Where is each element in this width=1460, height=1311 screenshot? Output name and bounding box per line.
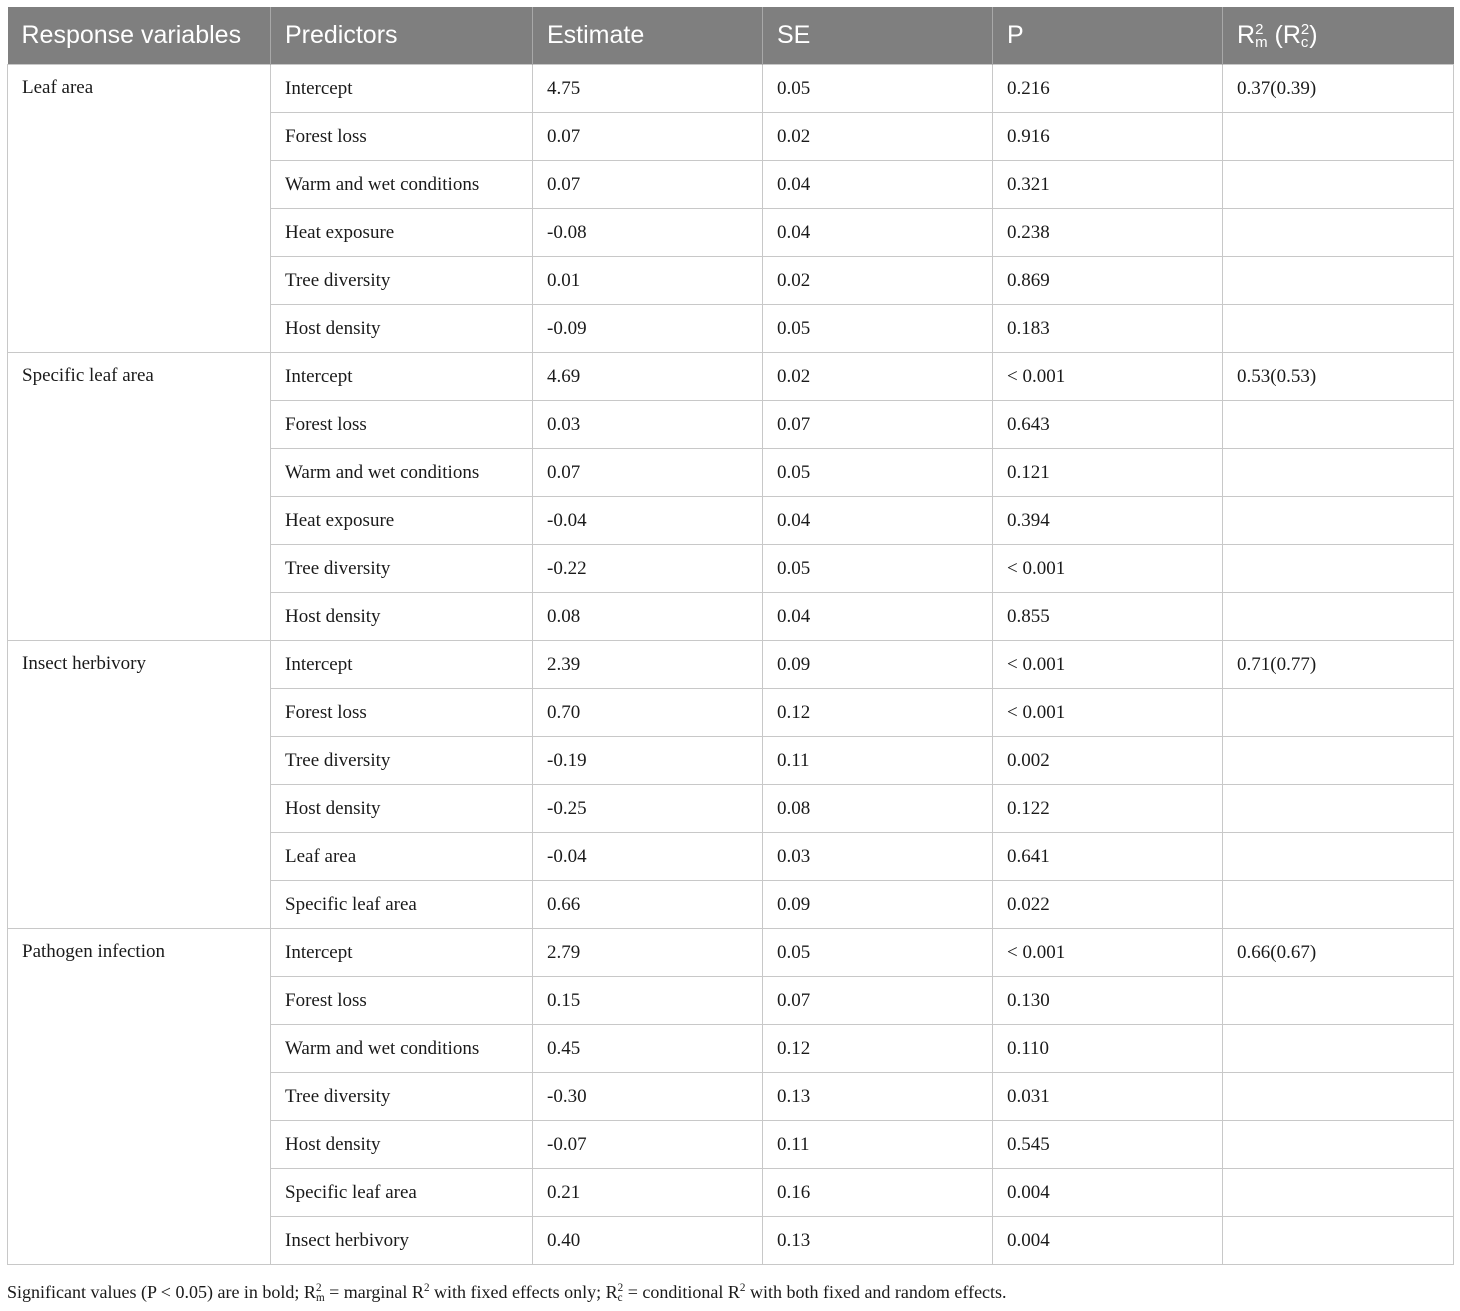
estimate-cell: 2.79	[533, 929, 763, 977]
predictor-cell: Intercept	[271, 353, 533, 401]
estimate-cell: 0.07	[533, 449, 763, 497]
r2-cell: 0.71(0.77)	[1223, 641, 1454, 689]
predictor-cell: Specific leaf area	[271, 1169, 533, 1217]
predictor-cell: Warm and wet conditions	[271, 161, 533, 209]
header-response: Response variables	[8, 7, 271, 65]
predictor-cell: Specific leaf area	[271, 881, 533, 929]
se-cell: 0.05	[763, 65, 993, 113]
se-cell: 0.05	[763, 305, 993, 353]
response-variable-cell: Specific leaf area	[8, 353, 271, 641]
predictor-cell: Host density	[271, 785, 533, 833]
predictor-cell: Tree diversity	[271, 545, 533, 593]
p-value-cell: 0.545	[993, 1121, 1223, 1169]
r2-empty-cell	[1223, 593, 1454, 641]
se-cell: 0.04	[763, 593, 993, 641]
se-cell: 0.05	[763, 449, 993, 497]
r2-empty-cell	[1223, 545, 1454, 593]
predictor-cell: Tree diversity	[271, 257, 533, 305]
predictor-cell: Intercept	[271, 641, 533, 689]
se-cell: 0.02	[763, 257, 993, 305]
r2-empty-cell	[1223, 161, 1454, 209]
r2-empty-cell	[1223, 401, 1454, 449]
predictor-cell: Forest loss	[271, 977, 533, 1025]
header-estimate: Estimate	[533, 7, 763, 65]
r2-cell: 0.53(0.53)	[1223, 353, 1454, 401]
results-table	[7, 7, 1454, 1265]
estimate-cell: 4.69	[533, 353, 763, 401]
header-se: SE	[763, 7, 993, 65]
p-value-cell: < 0.001	[993, 689, 1223, 737]
estimate-cell: 0.21	[533, 1169, 763, 1217]
se-cell: 0.05	[763, 545, 993, 593]
p-value-cell: 0.394	[993, 497, 1223, 545]
predictor-cell: Heat exposure	[271, 209, 533, 257]
predictor-cell: Forest loss	[271, 689, 533, 737]
estimate-cell: 0.45	[533, 1025, 763, 1073]
predictor-cell: Intercept	[271, 929, 533, 977]
response-variable-cell: Leaf area	[8, 65, 271, 353]
r2-empty-cell	[1223, 305, 1454, 353]
estimate-cell: -0.30	[533, 1073, 763, 1121]
estimate-cell: -0.04	[533, 497, 763, 545]
predictor-cell: Intercept	[271, 65, 533, 113]
p-value-cell: 0.183	[993, 305, 1223, 353]
r2-empty-cell	[1223, 785, 1454, 833]
r2-empty-cell	[1223, 737, 1454, 785]
estimate-cell: 0.01	[533, 257, 763, 305]
p-value-cell: 0.002	[993, 737, 1223, 785]
estimate-cell: -0.04	[533, 833, 763, 881]
se-cell: 0.11	[763, 737, 993, 785]
se-cell: 0.12	[763, 689, 993, 737]
estimate-cell: -0.19	[533, 737, 763, 785]
se-cell: 0.07	[763, 977, 993, 1025]
header-predictors: Predictors	[271, 7, 533, 65]
predictor-cell: Leaf area	[271, 833, 533, 881]
r2-empty-cell	[1223, 1217, 1454, 1265]
p-value-cell: 0.641	[993, 833, 1223, 881]
r2-cell: 0.37(0.39)	[1223, 65, 1454, 113]
se-cell: 0.04	[763, 161, 993, 209]
p-value-cell: 0.022	[993, 881, 1223, 929]
predictor-cell: Forest loss	[271, 113, 533, 161]
estimate-cell: 0.40	[533, 1217, 763, 1265]
estimate-cell: -0.07	[533, 1121, 763, 1169]
table-row	[8, 641, 1454, 689]
header-p: P	[993, 7, 1223, 65]
p-value-cell: 0.122	[993, 785, 1223, 833]
predictor-cell: Forest loss	[271, 401, 533, 449]
p-value-cell: 0.321	[993, 161, 1223, 209]
se-cell: 0.02	[763, 113, 993, 161]
p-value-cell: < 0.001	[993, 545, 1223, 593]
estimate-cell: -0.09	[533, 305, 763, 353]
p-value-cell: 0.110	[993, 1025, 1223, 1073]
r2-empty-cell	[1223, 497, 1454, 545]
p-value-cell: 0.855	[993, 593, 1223, 641]
predictor-cell: Heat exposure	[271, 497, 533, 545]
predictor-cell: Tree diversity	[271, 737, 533, 785]
estimate-cell: 0.07	[533, 113, 763, 161]
se-cell: 0.09	[763, 641, 993, 689]
r2-empty-cell	[1223, 1121, 1454, 1169]
r2-empty-cell	[1223, 449, 1454, 497]
r2-empty-cell	[1223, 1073, 1454, 1121]
estimate-cell: -0.08	[533, 209, 763, 257]
se-cell: 0.13	[763, 1073, 993, 1121]
table-row	[8, 929, 1454, 977]
r2-empty-cell	[1223, 1169, 1454, 1217]
p-value-cell: 0.916	[993, 113, 1223, 161]
se-cell: 0.07	[763, 401, 993, 449]
se-cell: 0.13	[763, 1217, 993, 1265]
estimate-cell: 2.39	[533, 641, 763, 689]
table-row	[8, 65, 1454, 113]
p-value-cell: 0.869	[993, 257, 1223, 305]
p-value-cell: 0.643	[993, 401, 1223, 449]
estimate-cell: 0.66	[533, 881, 763, 929]
se-cell: 0.09	[763, 881, 993, 929]
estimate-cell: -0.25	[533, 785, 763, 833]
table-body	[8, 65, 1454, 1265]
se-cell: 0.16	[763, 1169, 993, 1217]
p-value-cell: < 0.001	[993, 929, 1223, 977]
se-cell: 0.11	[763, 1121, 993, 1169]
estimate-cell: 0.70	[533, 689, 763, 737]
se-cell: 0.03	[763, 833, 993, 881]
predictor-cell: Tree diversity	[271, 1073, 533, 1121]
estimate-cell: 0.07	[533, 161, 763, 209]
p-value-cell: 0.238	[993, 209, 1223, 257]
predictor-cell: Host density	[271, 305, 533, 353]
r2-cell: 0.66(0.67)	[1223, 929, 1454, 977]
p-value-cell: < 0.001	[993, 641, 1223, 689]
header-row	[8, 7, 1454, 65]
response-variable-cell: Insect herbivory	[8, 641, 271, 929]
r2-empty-cell	[1223, 1025, 1454, 1073]
se-cell: 0.02	[763, 353, 993, 401]
table-footnote: Significant values (P < 0.05) are in bold; R 2 m = marginal $R^2$ with fixed effects only; R 2 c = conditional $R^2$ with both fixed and random effects.	[7, 1282, 1007, 1304]
p-value-cell: 0.031	[993, 1073, 1223, 1121]
predictor-cell: Warm and wet conditions	[271, 449, 533, 497]
estimate-cell: 0.08	[533, 593, 763, 641]
r2-empty-cell	[1223, 113, 1454, 161]
predictor-cell: Insect herbivory	[271, 1217, 533, 1265]
r2-empty-cell	[1223, 833, 1454, 881]
r2-empty-cell	[1223, 881, 1454, 929]
estimate-cell: 0.03	[533, 401, 763, 449]
estimate-cell: 0.15	[533, 977, 763, 1025]
se-cell: 0.05	[763, 929, 993, 977]
p-value-cell: < 0.001	[993, 353, 1223, 401]
r2-empty-cell	[1223, 689, 1454, 737]
response-variable-cell: Pathogen infection	[8, 929, 271, 1265]
predictor-cell: Host density	[271, 1121, 533, 1169]
r2-empty-cell	[1223, 257, 1454, 305]
estimate-cell: 4.75	[533, 65, 763, 113]
predictor-cell: Host density	[271, 593, 533, 641]
se-cell: 0.08	[763, 785, 993, 833]
p-value-cell: 0.121	[993, 449, 1223, 497]
p-value-cell: 0.216	[993, 65, 1223, 113]
se-cell: 0.04	[763, 497, 993, 545]
estimate-cell: -0.22	[533, 545, 763, 593]
header-r2: R 2 m (R 2 c )	[1223, 7, 1454, 65]
r2-empty-cell	[1223, 209, 1454, 257]
r2-empty-cell	[1223, 977, 1454, 1025]
p-value-cell: 0.004	[993, 1169, 1223, 1217]
p-value-cell: 0.004	[993, 1217, 1223, 1265]
se-cell: 0.12	[763, 1025, 993, 1073]
predictor-cell: Warm and wet conditions	[271, 1025, 533, 1073]
p-value-cell: 0.130	[993, 977, 1223, 1025]
table-row	[8, 353, 1454, 401]
se-cell: 0.04	[763, 209, 993, 257]
